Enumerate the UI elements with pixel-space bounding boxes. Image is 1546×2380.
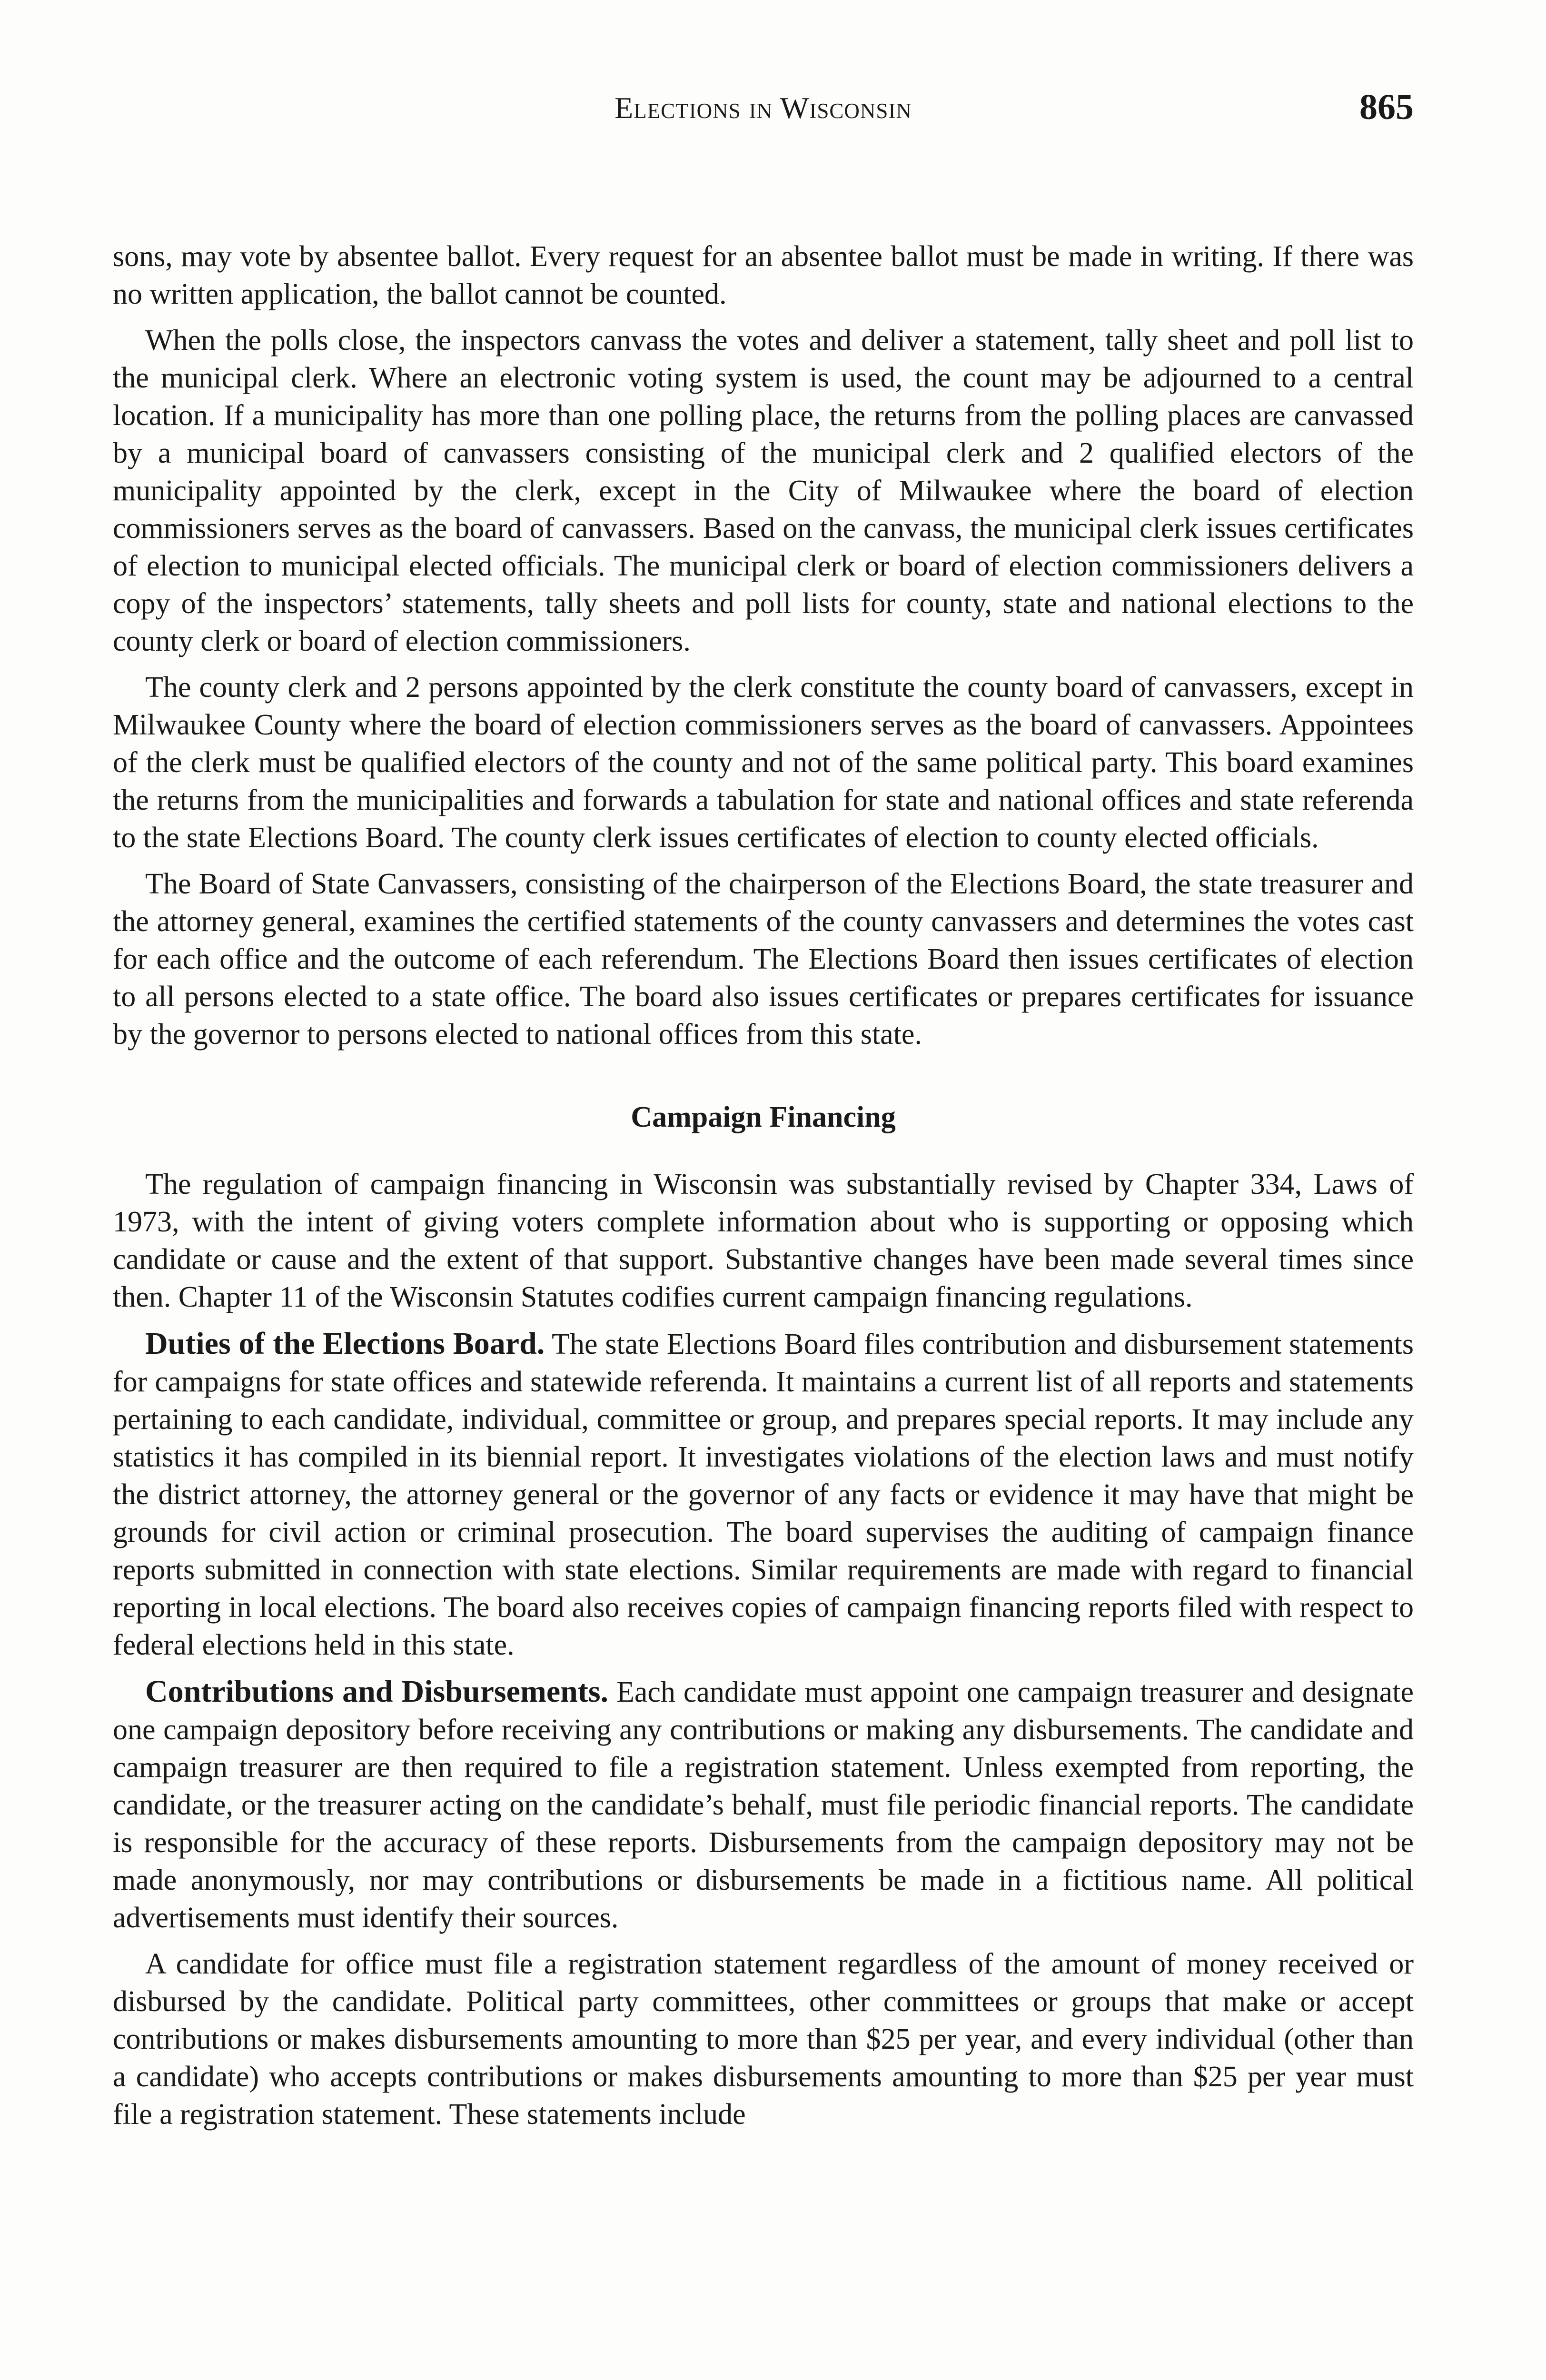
page-header <box>113 0 1414 133</box>
page-body <box>113 238 1414 2199</box>
paragraph: A candidate for office must file a registration statement regardless of the amount of money received or disbursed by the candidate. Political party committees, other committees or groups that make or accept contributions or makes disbursements amounting to more than $25 per year, and every individual (other than a candidate) who accepts contributions or makes disbursements amounting to more than $25 per year must file a registration statement. These statements include <box>113 1948 1414 2131</box>
paragraph: The Board of State Canvassers, consisting of the chairperson of the Elections Board, the state treasurer and the attorney general, examines the certified statements of the county canvassers and determines the votes cast for each office and the outcome of each referendum. The Elections Board then issues certificates of election to all persons elected to a state office. The board also issues certificates or prepares certificates for issuance by the governor to persons elected to national offices from this state. <box>113 868 1414 1051</box>
paragraph-text: The state Elections Board files contribution and disbursement statements for campaigns for state offices and statewide referenda. It maintains a current list of all reports and statements pertaining to each candidate, individual, committee or group, and prepares special reports. It may include any statistics it has compiled in its biennial report. It investigates violations of the election laws and must notify the district attorney, the attorney general or the governor of any facts or evidence it may have that might be grounds for civil action or criminal prosecution. The board supervises the auditing of campaign finance reports submitted in connection with state elections. Similar requirements are made with regard to financial reporting in local elections. The board also receives copies of campaign financing reports filed with respect to federal elections held in this state. <box>113 1328 1414 1661</box>
paragraph <box>113 1325 1414 1664</box>
section-heading: Campaign Financing <box>631 1101 896 1133</box>
run-in-heading: Duties of the Elections Board. <box>145 1326 545 1361</box>
running-title: Elections in Wisconsin <box>614 91 912 125</box>
run-in-heading: Contributions and Disbursements. <box>145 1674 609 1709</box>
paragraph: The county clerk and 2 persons appointed by the clerk constitute the county board of canvassers, except in Milwaukee County where the board of election commissioners serves as the board of canvassers. Appointees of the clerk must be qualified electors of the county and not of the same political party. This board examines the returns from the municipalities and forwards a tabulation for state and national offices and state referenda to the state Elections Board. The county clerk issues certificates of election to county elected officials. <box>113 671 1414 854</box>
paragraph: sons, may vote by absentee ballot. Every request for an absentee ballot must be made in writing. If there was no written application, the ballot cannot be counted. <box>113 240 1414 310</box>
paragraph: The regulation of campaign financing in Wisconsin was substantially revised by Chapter 334, Laws of 1973, with the intent of giving voters complete information about who is supporting or opposing which candidate or cause and the extent of that support. Substantive changes have been made several times since then. Chapter 11 of the Wisconsin Statutes codifies current campaign financing regulations. <box>113 1168 1414 1313</box>
paragraph: When the polls close, the inspectors canvass the votes and deliver a statement, tally sheet and poll list to the municipal clerk. Where an electronic voting system is used, the count may be adjourned to a central location. If a municipality has more than one polling place, the returns from the polling places are canvassed by a municipal board of canvassers consisting of the municipal clerk and 2 qualified electors of the municipality appointed by the clerk, except in the City of Milwaukee where the board of election commissioners serves as the board of canvassers. Based on the canvass, the municipal clerk issues certificates of election to municipal elected officials. The municipal clerk or board of election commissioners delivers a copy of the inspectors’ statements, tally sheets and poll lists for county, state and national elections to the county clerk or board of election commissioners. <box>113 324 1414 657</box>
page-number: 865 <box>1359 87 1414 127</box>
paragraph <box>113 1673 1414 1937</box>
paragraph-text: Each candidate must appoint one campaign treasurer and designate one campaign depository before receiving any contributions or making any disbursements. The candidate and campaign treasurer are then required to file a registration statement. Unless exempted from reporting, the candidate, or the treasurer acting on the candidate’s behalf, must file periodic financial reports. The candidate is responsible for the accuracy of these reports. Disbursements from the campaign depository may not be made anonymously, nor may contributions or disbursements be made in a fictitious name. All political advertisements must identify their sources. <box>113 1676 1414 1934</box>
